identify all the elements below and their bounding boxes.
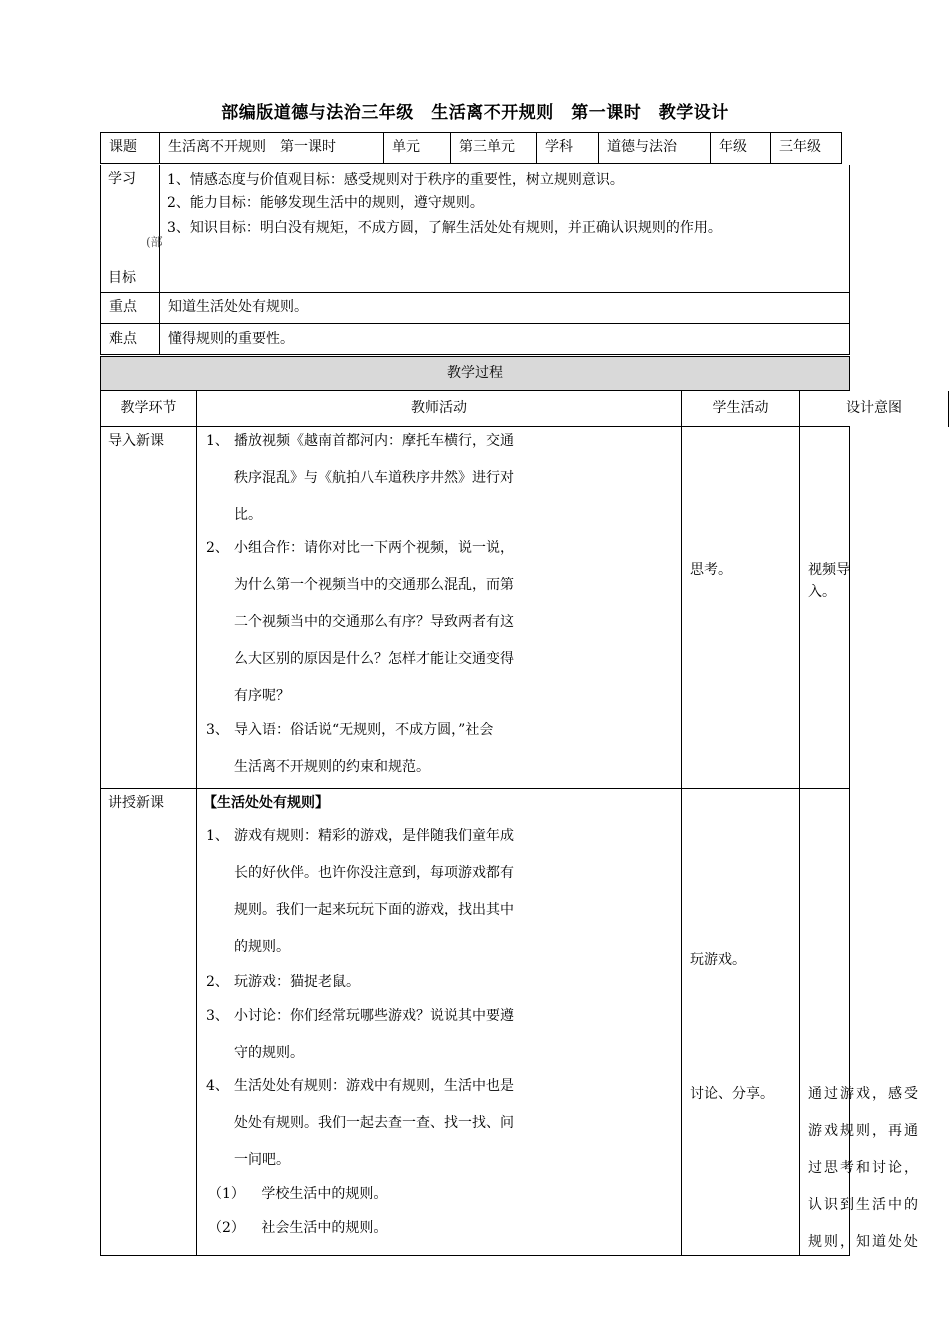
lesson-sub-item xyxy=(208,1217,668,1239)
item-number: 4、 xyxy=(206,1078,229,1094)
intro-row xyxy=(100,427,850,789)
process-title: 教学过程 xyxy=(447,365,503,381)
column-header-intent: 设计意图 xyxy=(799,391,949,427)
difficulty-label: 难点 xyxy=(100,324,159,355)
text-line: 二个视频当中的交通那么有序？导致两者有这 xyxy=(234,614,514,630)
lesson-teacher-item xyxy=(206,1075,676,1171)
item-number: 1、 xyxy=(206,828,229,844)
key-point-row xyxy=(100,292,850,324)
item-number: 2、 xyxy=(206,974,229,990)
grade-value: 三年级 xyxy=(770,132,842,164)
text-line: 有序呢？ xyxy=(234,688,290,704)
text-line: 播放视频《越南首都河内：摩托车横行，交通 xyxy=(234,433,514,449)
subject-label: 学科 xyxy=(536,132,598,164)
text-line: 长的好伙伴。也许你没注意到，每项游戏都有 xyxy=(234,865,514,881)
sub-item-number: （1） xyxy=(208,1186,245,1202)
text-line: 规则。我们一起来玩玩下面的游戏，找出其中 xyxy=(234,902,514,918)
item-number: 1、 xyxy=(206,433,229,449)
lesson-teacher-item xyxy=(206,1005,676,1064)
text-line: 生活离不开规则的约束和规范。 xyxy=(234,759,430,775)
item-number: 2、 xyxy=(206,540,229,556)
process-header-row xyxy=(100,391,902,427)
sub-item-text: 学校生活中的规则。 xyxy=(261,1186,388,1202)
item-text xyxy=(234,971,676,993)
lesson-student-activity: 讨论、分享。 xyxy=(690,1086,774,1102)
objectives-row xyxy=(100,165,850,292)
lesson-sub-item xyxy=(208,1183,668,1205)
text-line: 秩序混乱》与《航拍八车道秩序井然》进行对 xyxy=(234,470,514,486)
text-line: 么大区别的原因是什么？怎样才能让交通变得 xyxy=(234,651,514,667)
text-line: 小组合作：请你对比一下两个视频，说一说， xyxy=(234,540,514,556)
text-line: 小讨论：你们经常玩哪些游戏？说说其中要遵 xyxy=(234,1008,514,1024)
grade-label: 年级 xyxy=(710,132,770,164)
item-number: 3、 xyxy=(206,1008,229,1024)
text-line: 处处有规则。我们一起去查一查、找一找、问 xyxy=(234,1115,514,1131)
lesson-section-title: 【生活处处有规则】 xyxy=(203,795,329,811)
lesson-design-intent xyxy=(808,1083,944,1253)
lesson-stage: 讲授新课 xyxy=(108,795,164,811)
intro-student-activity: 思考。 xyxy=(690,562,732,578)
item-text xyxy=(234,537,676,707)
key-point-value: 知道生活处处有规则。 xyxy=(159,292,850,324)
text-line: 通过游戏，感受 xyxy=(808,1086,920,1102)
difficulty-row xyxy=(100,324,850,355)
unit-label: 单元 xyxy=(383,132,450,164)
item-text xyxy=(234,719,676,778)
topic-label: 课题 xyxy=(100,132,159,164)
intro-teacher-item xyxy=(206,537,676,707)
text-line: 导入语：俗话说“无规则，不成方圆，”社会 xyxy=(234,722,494,738)
sub-item-text: 社会生活中的规则。 xyxy=(261,1220,388,1236)
difficulty-value: 懂得规则的重要性。 xyxy=(159,324,850,355)
text-line: 规则，知道处处 xyxy=(808,1234,920,1250)
text-line: 为什么第一个视频当中的交通那么混乱，而第 xyxy=(234,577,514,593)
subject-value: 道德与法治 xyxy=(598,132,710,164)
item-text xyxy=(234,825,676,958)
lesson-row xyxy=(100,789,920,1256)
unit-value: 第三单元 xyxy=(450,132,536,164)
item-text xyxy=(234,430,676,526)
item-text xyxy=(234,1075,676,1171)
text-line: 守的规则。 xyxy=(234,1045,304,1061)
lesson-student-activity: 玩游戏。 xyxy=(690,952,746,968)
process-title-row xyxy=(100,356,850,391)
lesson-teacher-item xyxy=(206,971,676,993)
intro-design-intent: 视频导入。 xyxy=(808,562,850,600)
text-line: 过思考和讨论， xyxy=(808,1160,920,1176)
text-line: 游戏有规则：精彩的游戏，是伴随我们童年成 xyxy=(234,828,514,844)
objectives-label-mid: (部 xyxy=(146,235,163,249)
text-line: 游戏规则，再通 xyxy=(808,1123,920,1139)
column-header-student: 学生活动 xyxy=(681,391,799,427)
intro-stage: 导入新课 xyxy=(108,433,164,449)
key-point-label: 重点 xyxy=(100,292,159,324)
text-line: 比。 xyxy=(234,507,262,523)
header-row xyxy=(100,132,850,164)
text-line: 一问吧。 xyxy=(234,1152,290,1168)
sub-item-number: （2） xyxy=(208,1220,245,1236)
column-header-stage: 教学环节 xyxy=(100,391,196,427)
document-title: 部编版道德与法治三年级 生活离不开规则 第一课时 教学设计 xyxy=(221,103,729,123)
item-number: 3、 xyxy=(206,722,229,738)
objective-item: 2、能力目标：能够发现生活中的规则，遵守规则。 xyxy=(167,195,484,211)
objective-item: 1、情感态度与价值观目标：感受规则对于秩序的重要性，树立规则意识。 xyxy=(167,172,624,188)
item-text xyxy=(234,1005,676,1064)
intro-teacher-item xyxy=(206,430,676,526)
topic-value: 生活离不开规则 第一课时 xyxy=(159,132,383,164)
text-line: 的规则。 xyxy=(234,939,290,955)
intro-teacher-item xyxy=(206,719,676,778)
objectives-label-top: 学习 xyxy=(108,171,136,187)
column-header-teacher: 教师活动 xyxy=(196,391,681,427)
objective-item: 3、知识目标：明白没有规矩，不成方圆，了解生活处处有规则，并正确认识规则的作用。 xyxy=(167,220,722,236)
text-line: 生活处处有规则：游戏中有规则，生活中也是 xyxy=(234,1078,514,1094)
text-line: 认识到生活中的 xyxy=(808,1197,920,1213)
text-line: 玩游戏：猫捉老鼠。 xyxy=(234,974,360,990)
objectives-label-bottom: 目标 xyxy=(108,270,136,286)
lesson-teacher-item xyxy=(206,825,676,958)
